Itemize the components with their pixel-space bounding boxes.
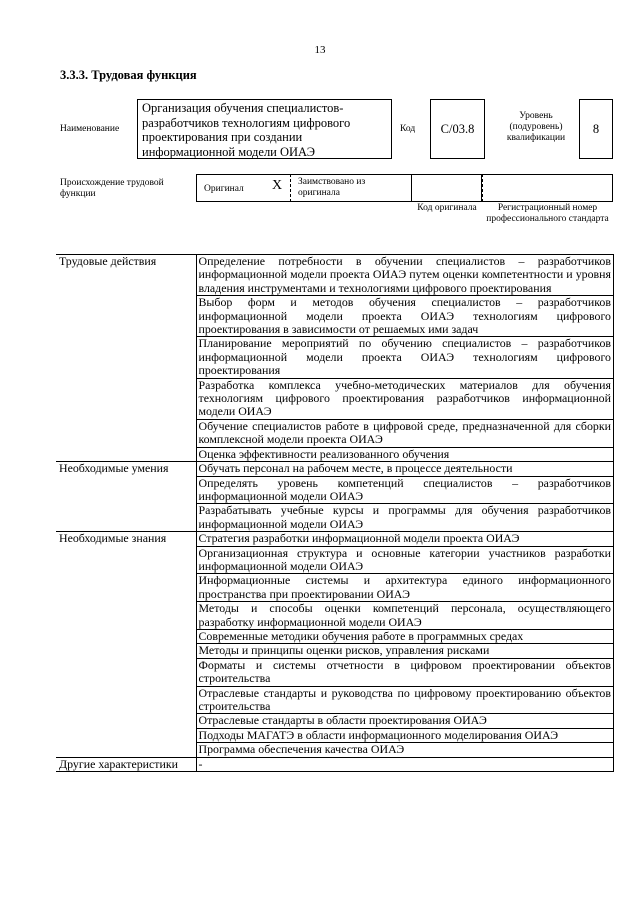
table-cell: Форматы и системы отчетности в цифровом проектировании объектов строительства — [196, 658, 614, 686]
function-name-box — [137, 99, 392, 159]
section-label-knowledge: Необходимые знания — [56, 532, 196, 758]
table-cell: Методы и принципы оценки рисков, управления рисками — [196, 644, 614, 658]
table-row — [56, 532, 614, 546]
code-label: Код — [400, 124, 416, 134]
original-label: Оригинал — [204, 184, 244, 194]
reg-number-cell — [482, 174, 613, 202]
code-box — [430, 99, 485, 159]
original-code-cell — [412, 174, 482, 202]
table-cell: Оценка эффективности реализованного обучения — [196, 447, 614, 461]
reg-number-caption: Регистрационный номер профессионального стандарта — [486, 203, 609, 224]
table-cell: - — [196, 757, 614, 771]
section-title: 3.3.3. Трудовая функция — [60, 68, 197, 82]
section-label-skills: Необходимые умения — [56, 462, 196, 532]
table-cell: Современные методики обучения работе в программных средах — [196, 629, 614, 643]
section-label-other: Другие характеристики — [56, 757, 196, 771]
table-cell: Обучать персонал на рабочем месте, в процессе деятельности — [196, 462, 614, 476]
table-cell: Программа обеспечения качества ОИАЭ — [196, 743, 614, 757]
table-cell: Разработка комплекса учебно-методических материалов для обучения технологиям цифрового проектирования разработчиков информационной модели ОИАЭ — [196, 378, 614, 419]
original-mark: Х — [272, 178, 283, 193]
original-code-caption: Код оригинала — [417, 203, 477, 213]
table-cell: Определять уровень компетенций специалистов – разработчиков информационной модели ОИАЭ — [196, 476, 614, 504]
page-number: 13 — [314, 44, 326, 56]
table-row — [56, 255, 614, 296]
table-cell: Обучение специалистов работе в цифровой среде, предназначенной для сборки комплексной модели проекта ОИАЭ — [196, 419, 614, 447]
table-cell: Отраслевые стандарты и руководства по цифровому проектированию объектов строительства — [196, 686, 614, 714]
table-cell: Планирование мероприятий по обучению специалистов – разработчиков информационной модели проекта ОИАЭ технологиям цифрового проектирования — [196, 337, 614, 378]
table-cell: Информационные системы и архитектура единого информационного пространства при проектировании ОИАЭ — [196, 574, 614, 602]
table-cell: Определение потребности в обучении специалистов – разработчиков информационной модели проекта ОИАЭ путем оценки компетентности и уровня владения инструментами и технологиями цифрового проектирования — [196, 255, 614, 296]
table-cell: Стратегия разработки информационной модели проекта ОИАЭ — [196, 532, 614, 546]
table-cell: Отраслевые стандарты в области проектирования ОИАЭ — [196, 714, 614, 728]
table-cell: Разрабатывать учебные курсы и программы для обучения разработчиков информационной модели ОИАЭ — [196, 504, 614, 532]
borrowed-label: Заимствовано из оригинала — [298, 177, 366, 198]
labor-function-table — [56, 254, 614, 772]
section-label-labor-actions: Трудовые действия — [56, 255, 196, 462]
level-box — [579, 99, 613, 159]
table-row — [56, 757, 614, 771]
level-value: 8 — [592, 121, 600, 136]
code-value: С/03.8 — [440, 121, 475, 136]
table-cell: Выбор форм и методов обучения специалистов – разработчиков информационной модели проекта ОИАЭ технологиям цифрового проектирования в зависимости от решаемых ими задач — [196, 296, 614, 337]
table-row — [56, 462, 614, 476]
function-name: Организация обучения специалистов-разработчиков технологиям цифрового проектирования при создании информационной модели ОИАЭ — [142, 101, 351, 159]
table-cell: Подходы МАГАТЭ в области информационного моделирования ОИАЭ — [196, 728, 614, 742]
table-cell: Организационная структура и основные категории участников разработки информационной модели ОИАЭ — [196, 546, 614, 574]
origin-label: Происхождение трудовой функции — [60, 178, 164, 199]
name-label: Наименование — [60, 124, 120, 134]
table-cell: Методы и способы оценки компетенций персонала, осуществляющего разработку информационной модели ОИАЭ — [196, 602, 614, 630]
level-label: Уровень (подуровень) квалификации — [506, 111, 566, 143]
